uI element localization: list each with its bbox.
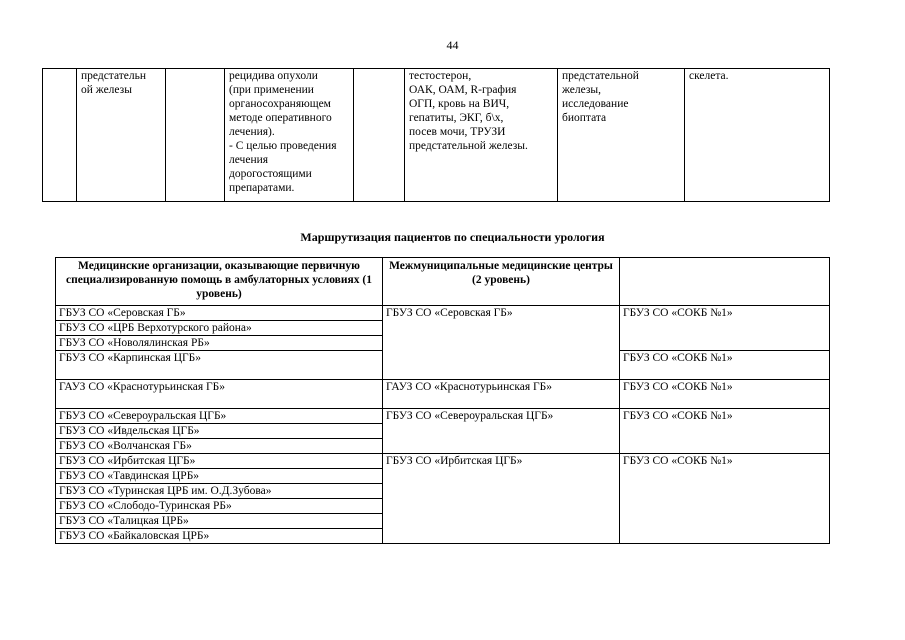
header-level2: Межмуниципальные медицинские центры (2 уровень)	[383, 258, 620, 306]
level1-cell: ГБУЗ СО «Тавдинская ЦРБ»	[56, 469, 383, 484]
level1-cell: ГБУЗ СО «Байкаловская ЦРБ»	[56, 529, 383, 544]
level2-cell: ГБУЗ СО «Североуральская ЦГБ»	[383, 409, 620, 454]
table-row	[43, 69, 830, 202]
table-cell: тестостерон, ОАК, ОАМ, R-графия ОГП, кровь на ВИЧ, гепатиты, ЭКГ, б\х, посев мочи, ТРУЗИ предстательной железы.	[405, 69, 558, 202]
level1-cell: ГБУЗ СО «Талицкая ЦРБ»	[56, 514, 383, 529]
level1-cell: ГБУЗ СО «Новолялинская РБ»	[56, 336, 383, 351]
header-level3	[620, 258, 830, 306]
level3-cell: ГБУЗ СО «СОКБ №1»	[620, 454, 830, 544]
level1-cell: ГБУЗ СО «Карпинская ЦГБ»	[56, 351, 383, 380]
table-cell	[166, 69, 225, 202]
level2-cell: ГАУЗ СО «Краснотурьинская ГБ»	[383, 380, 620, 409]
table-cell: рецидива опухоли (при применении органосохраняющем методе оперативного лечения). - С целью проведения лечения дорогостоящими препаратами.	[225, 69, 354, 202]
level1-cell: ГБУЗ СО «Туринская ЦРБ им. О.Д.Зубова»	[56, 484, 383, 499]
table-cell	[354, 69, 405, 202]
table-row	[56, 409, 830, 424]
table-cell	[43, 69, 77, 202]
header-level1: Медицинские организации, оказывающие первичную специализированную помощь в амбулаторных условиях (1 уровень)	[56, 258, 383, 306]
table-cell: скелета.	[685, 69, 830, 202]
level2-cell: ГБУЗ СО «Серовская ГБ»	[383, 306, 620, 380]
level3-cell: ГБУЗ СО «СОКБ №1»	[620, 409, 830, 454]
level3-cell: ГБУЗ СО «СОКБ №1»	[620, 351, 830, 380]
level1-cell: ГБУЗ СО «Серовская ГБ»	[56, 306, 383, 321]
level1-cell: ГАУЗ СО «Краснотурьинская ГБ»	[56, 380, 383, 409]
table-cell: предстательн ой железы	[77, 69, 166, 202]
routing-table	[55, 257, 830, 544]
page-number: 44	[446, 38, 459, 52]
table-cell: предстательной железы, исследование биоптата	[558, 69, 685, 202]
level2-cell: ГБУЗ СО «Ирбитская ЦГБ»	[383, 454, 620, 544]
section-title: Маршрутизация пациентов по специальности урология	[300, 230, 605, 244]
level3-cell: ГБУЗ СО «СОКБ №1»	[620, 380, 830, 409]
level1-cell: ГБУЗ СО «Слободо-Туринская РБ»	[56, 499, 383, 514]
level1-cell: ГБУЗ СО «ЦРБ Верхотурского района»	[56, 321, 383, 336]
level1-cell: ГБУЗ СО «Ирбитская ЦГБ»	[56, 454, 383, 469]
table-row	[56, 306, 830, 321]
level3-cell: ГБУЗ СО «СОКБ №1»	[620, 306, 830, 351]
level1-cell: ГБУЗ СО «Североуральская ЦГБ»	[56, 409, 383, 424]
continuation-table	[42, 68, 830, 202]
level1-cell: ГБУЗ СО «Волчанская ГБ»	[56, 439, 383, 454]
level1-cell: ГБУЗ СО «Ивдельская ЦГБ»	[56, 424, 383, 439]
table-header-row	[56, 258, 830, 306]
table-row	[56, 454, 830, 469]
table-row	[56, 380, 830, 409]
